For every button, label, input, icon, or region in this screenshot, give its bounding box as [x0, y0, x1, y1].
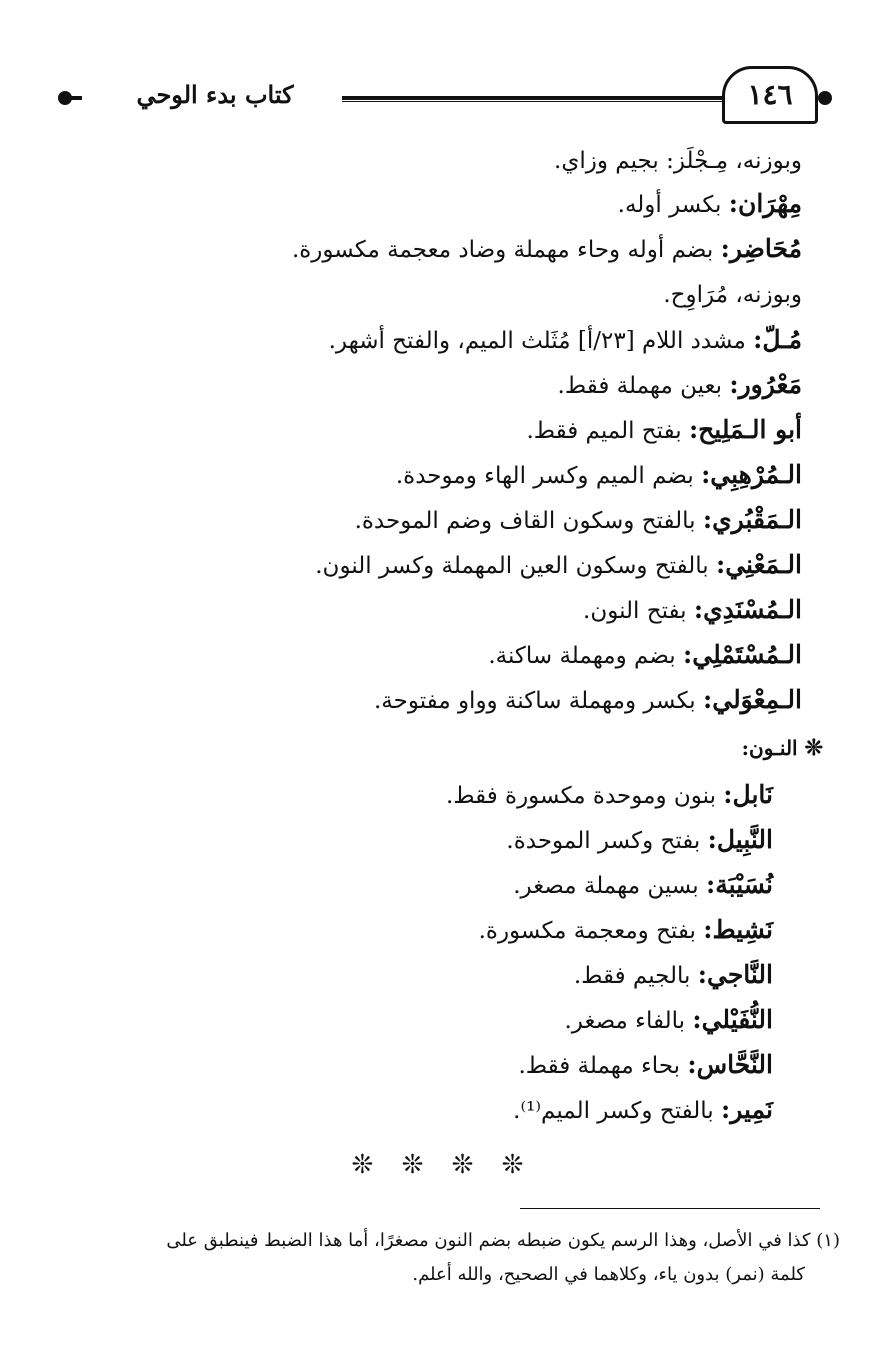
section-heading: ❊ النـون: — [741, 735, 823, 761]
footnote-line: كلمة (نمر) بدون ياء، وكلاهما في الصحيح، والله أعلم. — [412, 1264, 805, 1285]
entry-line: نَمِير: بالفتح وكسر الميم⁽¹⁾. — [513, 1095, 773, 1124]
entry-line: الـمَعْنِي: بالفتح وسكون العين المهملة وكسر النون. — [315, 550, 802, 579]
page-header — [0, 60, 885, 140]
ornament-dash — [70, 96, 82, 100]
entry-line: النَّحَّاس: بحاء مهملة فقط. — [518, 1050, 773, 1079]
entry-line: نُسَيْبَة: بسين مهملة مصغر. — [513, 870, 773, 899]
header-rule — [342, 96, 730, 100]
entry-line: النَّاجي: بالجيم فقط. — [573, 960, 773, 989]
entry-line: وبوزنه، مُرَاوِح. — [663, 282, 802, 308]
entry-line: الـمُرْهِبِي: بضم الميم وكسر الهاء وموحدة. — [395, 460, 802, 489]
entry-line: النَّبِيل: بفتح وكسر الموحدة. — [506, 825, 773, 854]
footnote-line: (١) كذا في الأصل، وهذا الرسم يكون ضبطه بضم النون مصغرًا، أما هذا الضبط فينطبق على — [166, 1230, 840, 1251]
ornament-dot-right — [818, 91, 832, 105]
entry-line: الـمُسْتَمْلِي: بضم ومهملة ساكنة. — [488, 640, 802, 669]
running-title: كتاب بدء الوحي — [136, 80, 294, 109]
entry-line: الـمِعْوَلي: بكسر ومهملة ساكنة وواو مفتوحة. — [374, 685, 802, 714]
entry-line: نَابل: بنون وموحدة مكسورة فقط. — [445, 780, 773, 809]
entry-line: الـمَقْبُري: بالفتح وسكون القاف وضم الموحدة. — [354, 505, 802, 534]
page-number: ١٤٦ — [722, 66, 818, 124]
footnote-rule — [520, 1208, 820, 1209]
entry-line: نَشِيط: بفتح ومعجمة مكسورة. — [478, 915, 773, 944]
entry-line: وبوزنه، مِـجْلَز: بجيم وزاي. — [554, 148, 802, 174]
entry-line: أبو الـمَلِيح: بفتح الميم فقط. — [526, 415, 802, 444]
entry-line: الـمُسْنَدِي: بفتح النون. — [583, 595, 802, 624]
entry-line: مِهْرَان: بكسر أوله. — [617, 189, 802, 218]
entry-line: مَعْرُور: بعين مهملة فقط. — [557, 370, 802, 399]
entry-line: مُحَاضِر: بضم أوله وحاء مهملة وضاد معجمة مكسورة. — [291, 234, 802, 263]
header-rule-thin — [342, 101, 730, 102]
star-ornament-icon: ❊ — [804, 735, 823, 761]
entry-line: النُّفَيْلي: بالفاء مصغر. — [564, 1005, 773, 1034]
section-separator: ❊ ❊ ❊ ❊ — [351, 1150, 534, 1180]
entry-line: مُـلّ: مشدد اللام [٢٣/أ] مُثَلث الميم، والفتح أشهر. — [328, 325, 802, 354]
